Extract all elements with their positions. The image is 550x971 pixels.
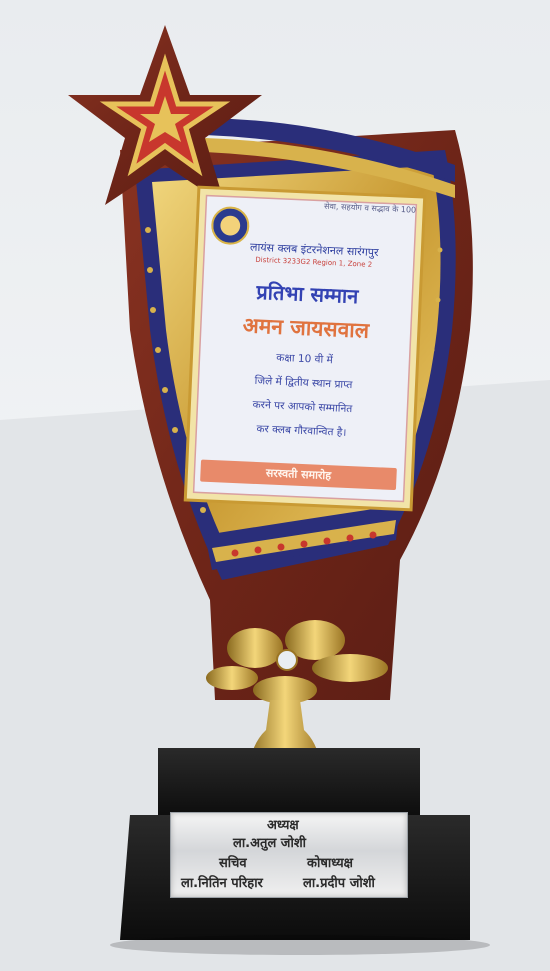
district-text: District 3233G2 Region 1, Zone 2 (255, 255, 373, 269)
citation-line-1: कक्षा 10 वी में (276, 351, 334, 367)
award-title: प्रतिभा सम्मान (255, 279, 359, 309)
recipient-name: अमन जायसवाल (242, 313, 370, 343)
event-banner: सरस्वती समारोह (200, 460, 397, 491)
secretary-title: सचिव (219, 856, 247, 871)
citation-line-2: जिले में द्वितीय स्थान प्राप्त (254, 374, 353, 392)
certificate-text (189, 191, 420, 505)
base-upper (158, 748, 420, 818)
president-title: अध्यक्ष (267, 818, 299, 833)
citation-line-4: कर क्लब गौरवान्वित है। (256, 422, 347, 439)
secretary-name: ला.नितिन परिहार (181, 876, 263, 891)
motto-text: सेवा, सहयोग व सद्भाव के 100 (323, 201, 417, 215)
treasurer-title: कोषाध्यक्ष (307, 856, 353, 871)
president-name: ला.अतुल जोशी (233, 836, 307, 851)
base-shadow (110, 935, 490, 955)
citation-line-3: करने पर आपको सम्मानित (252, 398, 353, 416)
club-name: लायंस क्लब इंटरनेशनल सारंगपुर (249, 240, 379, 260)
base-plaque (170, 812, 408, 898)
treasurer-name: ला.प्रदीप जोशी (303, 876, 375, 891)
